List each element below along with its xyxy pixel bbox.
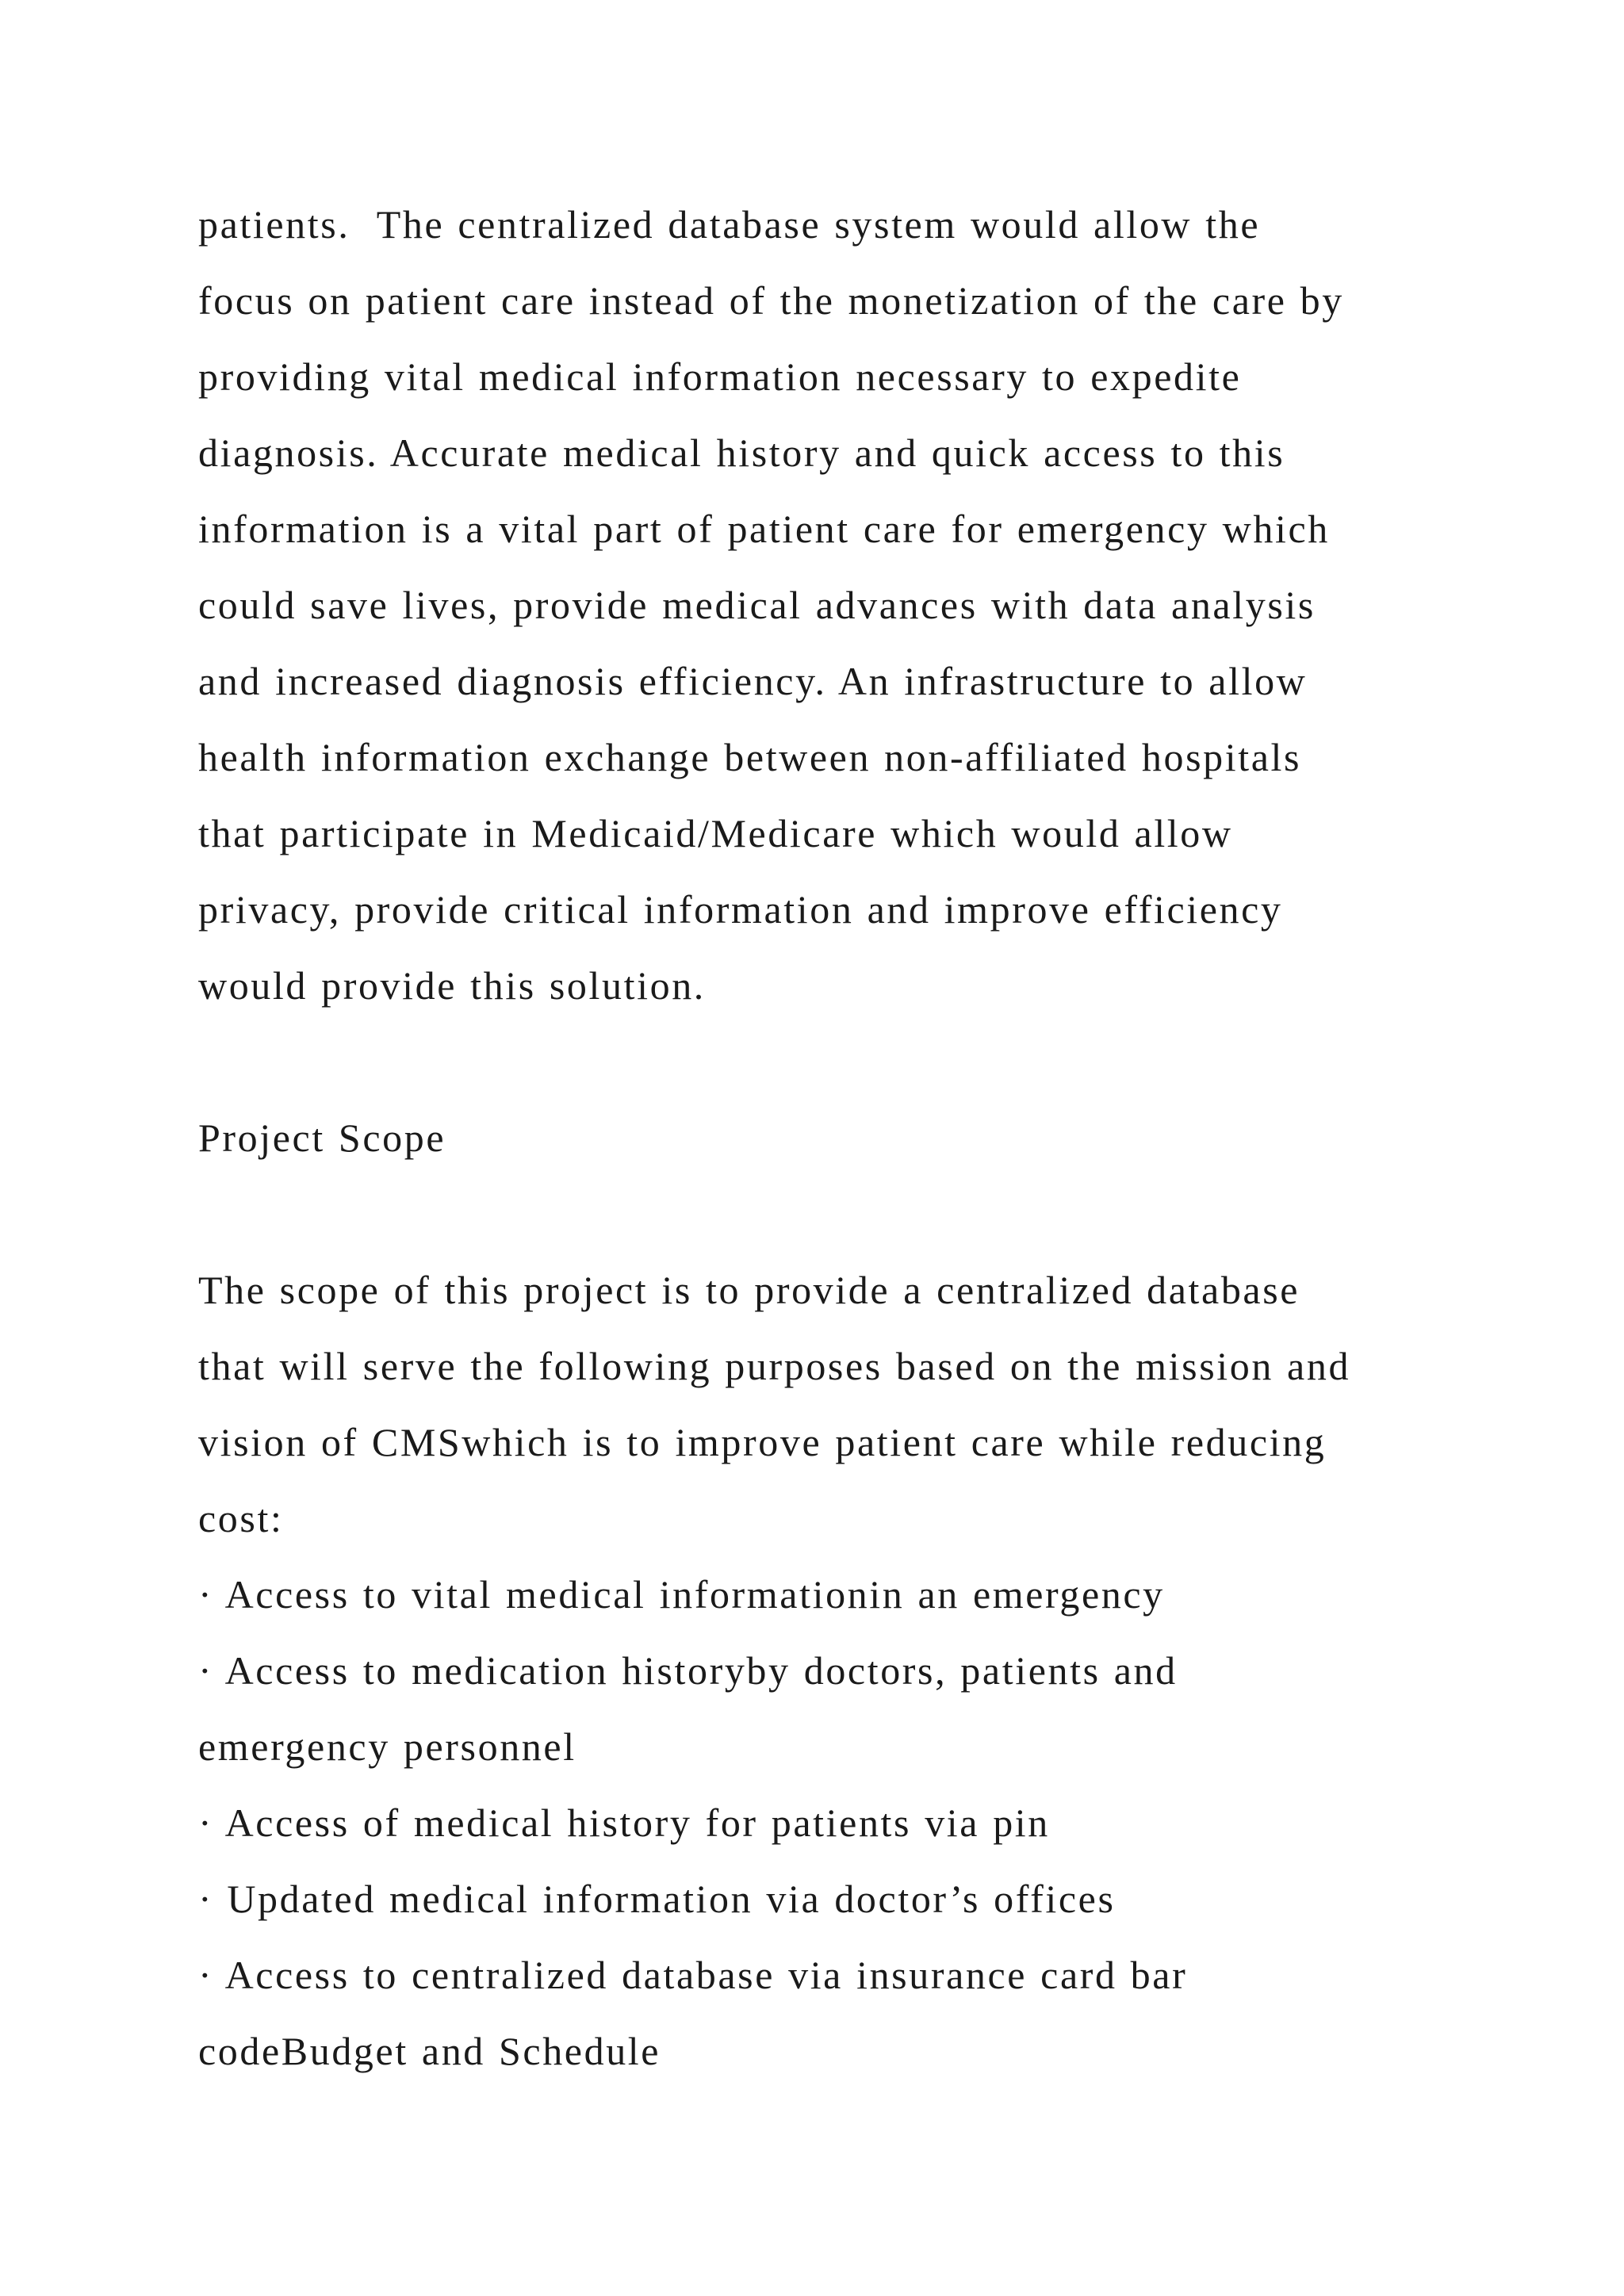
list-item: · Access to medication historyby doctors, patients and bbox=[198, 1648, 1178, 1693]
text-line: privacy, provide critical information and improve efficiency bbox=[198, 887, 1283, 932]
text-line: could save lives, provide medical advances with data analysis bbox=[198, 583, 1316, 627]
text-line: patients. The centralized database system would allow the bbox=[198, 202, 1261, 247]
scope-paragraph bbox=[198, 1252, 1435, 1556]
text-line: information is a vital part of patient care for emergency which bbox=[198, 507, 1330, 551]
text-line: cost: bbox=[198, 1496, 284, 1540]
spacer bbox=[198, 1176, 1435, 1252]
text-line: would provide this solution. bbox=[198, 963, 706, 1008]
text-line: The scope of this project is to provide a centralized database bbox=[198, 1268, 1300, 1312]
list-item: · Access of medical history for patients via pin bbox=[198, 1800, 1050, 1845]
text-line: providing vital medical information necessary to expedite bbox=[198, 354, 1242, 399]
list-item-continuation: codeBudget and Schedule bbox=[198, 2029, 661, 2073]
text-line: focus on patient care instead of the monetization of the care by bbox=[198, 278, 1344, 323]
text-line: that participate in Medicaid/Medicare which would allow bbox=[198, 811, 1233, 855]
section-heading: Project Scope bbox=[198, 1115, 446, 1160]
intro-paragraph bbox=[198, 186, 1435, 1024]
text-line: diagnosis. Accurate medical history and quick access to this bbox=[198, 430, 1285, 475]
bullet-list bbox=[198, 1556, 1435, 2089]
list-item: · Access to centralized database via insurance card bar bbox=[198, 1953, 1188, 1997]
text-line: vision of CMSwhich is to improve patient care while reducing bbox=[198, 1420, 1327, 1464]
document-body bbox=[198, 186, 1435, 2089]
list-item-continuation: emergency personnel bbox=[198, 1724, 576, 1769]
text-line: health information exchange between non-affiliated hospitals bbox=[198, 735, 1302, 779]
text-line: that will serve the following purposes based on the mission and bbox=[198, 1344, 1351, 1388]
text-line: and increased diagnosis efficiency. An infrastructure to allow bbox=[198, 659, 1308, 703]
spacer bbox=[198, 1024, 1435, 1100]
list-item: · Updated medical information via doctor’s offices bbox=[198, 1877, 1116, 1921]
list-item: · Access to vital medical informationin an emergency bbox=[198, 1572, 1165, 1617]
